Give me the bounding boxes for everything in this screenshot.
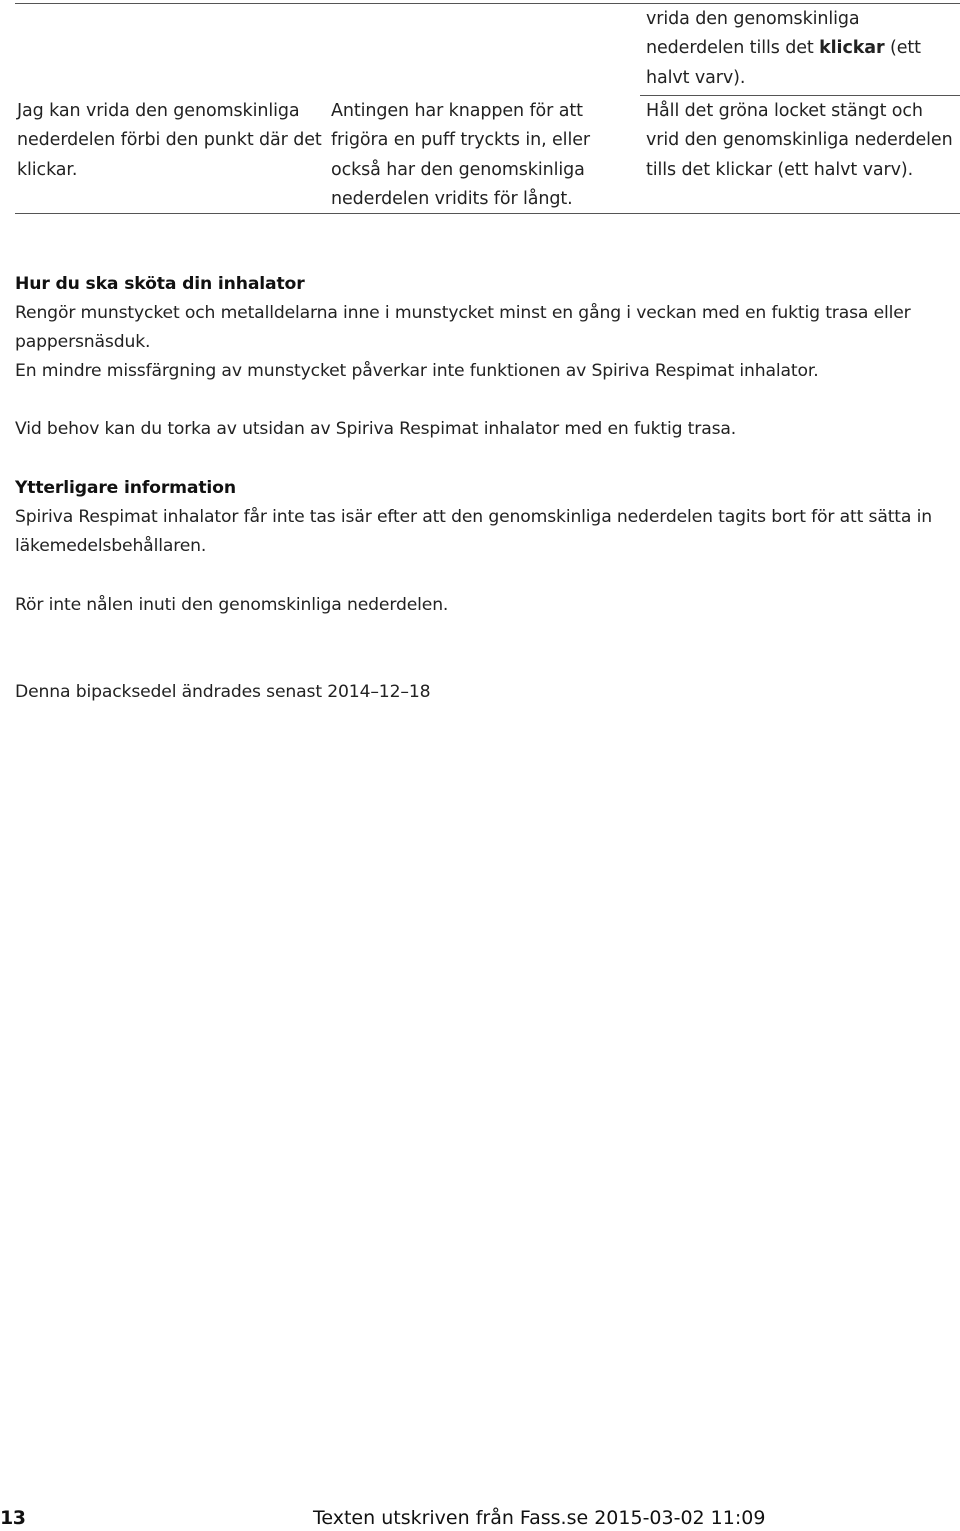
care-heading: Hur du ska sköta din inhalator — [15, 274, 305, 294]
table-cell-row0-col3 — [646, 5, 958, 93]
table-row-divider — [640, 95, 960, 96]
revision-date: Denna bipacksedel ändrades senast 2014–12–18 — [15, 682, 431, 702]
footer-source: Texten utskriven från Fass.se 2015-03-02 11:09 — [313, 1507, 766, 1529]
care-paragraph-discoloration: En mindre missfärgning av munstycket påverkar inte funktionen av Spiriva Respimat inhalator. — [15, 361, 819, 381]
more-info-paragraph-needle: Rör inte nålen inuti den genomskinliga nederdelen. — [15, 595, 449, 615]
cell-text-post: (ett halvt varv). — [646, 38, 921, 88]
table-cell-problem: Jag kan vrida den genomskinliga nederdelen förbi den punkt där det klickar. — [17, 101, 322, 180]
more-info-paragraph-disassembly: Spiriva Respimat inhalator får inte tas isär efter att den genomskinliga nederdelen tagits bort för att sätta in läkemedelsbehållaren. — [15, 507, 932, 557]
page-number: 13 — [0, 1507, 26, 1529]
care-paragraph-wipe: Vid behov kan du torka av utsidan av Spiriva Respimat inhalator med en fuktig trasa. — [15, 419, 737, 439]
table-top-border — [15, 3, 960, 4]
more-info-heading: Ytterligare information — [15, 478, 236, 498]
cell-text-bold: klickar — [819, 38, 885, 59]
table-cell-cause: Antingen har knappen för att frigöra en puff tryckts in, eller också har den genomskinliga nederdelen vridits för långt. — [331, 101, 590, 209]
table-cell-remedy: Håll det gröna locket stängt och vrid den genomskinliga nederdelen tills det klickar (ett halvt varv). — [646, 101, 953, 180]
cell-text-pre: vrida den genomskinliga nederdelen tills det — [646, 9, 860, 59]
care-paragraph-cleaning: Rengör munstycket och metalldelarna inne i munstycket minst en gång i veckan med en fuktig trasa eller pappersnäsduk. — [15, 303, 911, 353]
